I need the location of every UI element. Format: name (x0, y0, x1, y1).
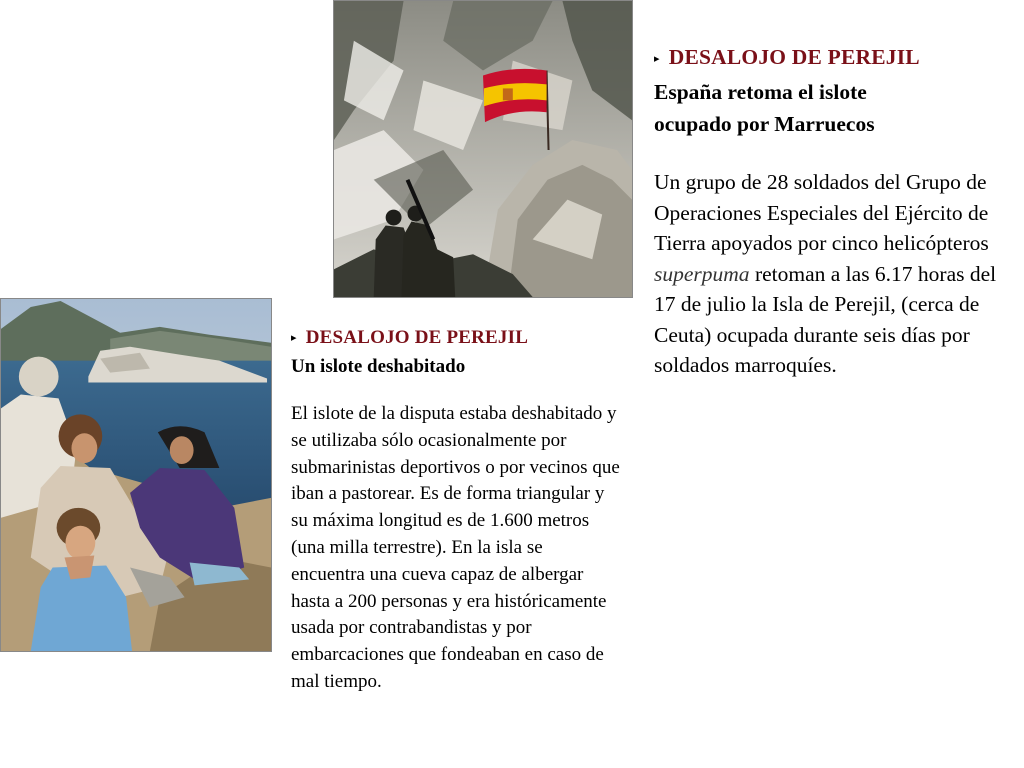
article-body (291, 401, 621, 696)
article-paragraph: El islote de la disputa estaba deshabitado y se utilizaba sólo ocasionalmente por submarinistas deportivos o por vecinos que iban a pastorear. Es de forma triangular y su máxima longitud es de 1.600 metros (una milla terrestre). En la isla se encuentra una cueva capaz de albergar hasta a 200 personas y era históricamente usada por contrabandistas y por embarcaciones que fondeaban en caso de mal tiempo. (291, 403, 620, 692)
section-label: DESALOJO DE PEREJIL (668, 45, 920, 69)
headline-line-1: España retoma el islote (654, 80, 867, 104)
soldiers-flag-photo (333, 0, 633, 298)
section-heading (291, 324, 621, 354)
article-paragraph (654, 167, 1016, 381)
section-heading (654, 42, 1016, 76)
body-text-after: retoman a las 6.17 horas del 17 de julio la Isla de Perejil, (cerca de Ceuta) ocupada durante seis días por soldados marroquíes. (654, 261, 997, 377)
headline (654, 76, 1016, 140)
bullet-icon: ▸ (291, 332, 297, 344)
bullet-icon: ▸ (654, 53, 660, 65)
villagers-coast-photo (0, 298, 272, 652)
headline-line-2: ocupado por Marruecos (654, 112, 875, 136)
article-uninhabited-islet (291, 324, 621, 696)
soldiers-flag-illustration (334, 1, 632, 297)
section-label: DESALOJO DE PEREJIL (305, 327, 529, 348)
villagers-coast-illustration (1, 299, 271, 651)
helicopter-model: superpuma (654, 261, 750, 286)
headline: Un islote deshabitado (291, 356, 466, 377)
article-body (654, 167, 1016, 381)
body-text-before: Un grupo de 28 soldados del Grupo de Operaciones Especiales del Ejército de Tierra apoyados por cinco helicópteros (654, 170, 989, 255)
article-spain-retakes-islet (654, 42, 1016, 381)
